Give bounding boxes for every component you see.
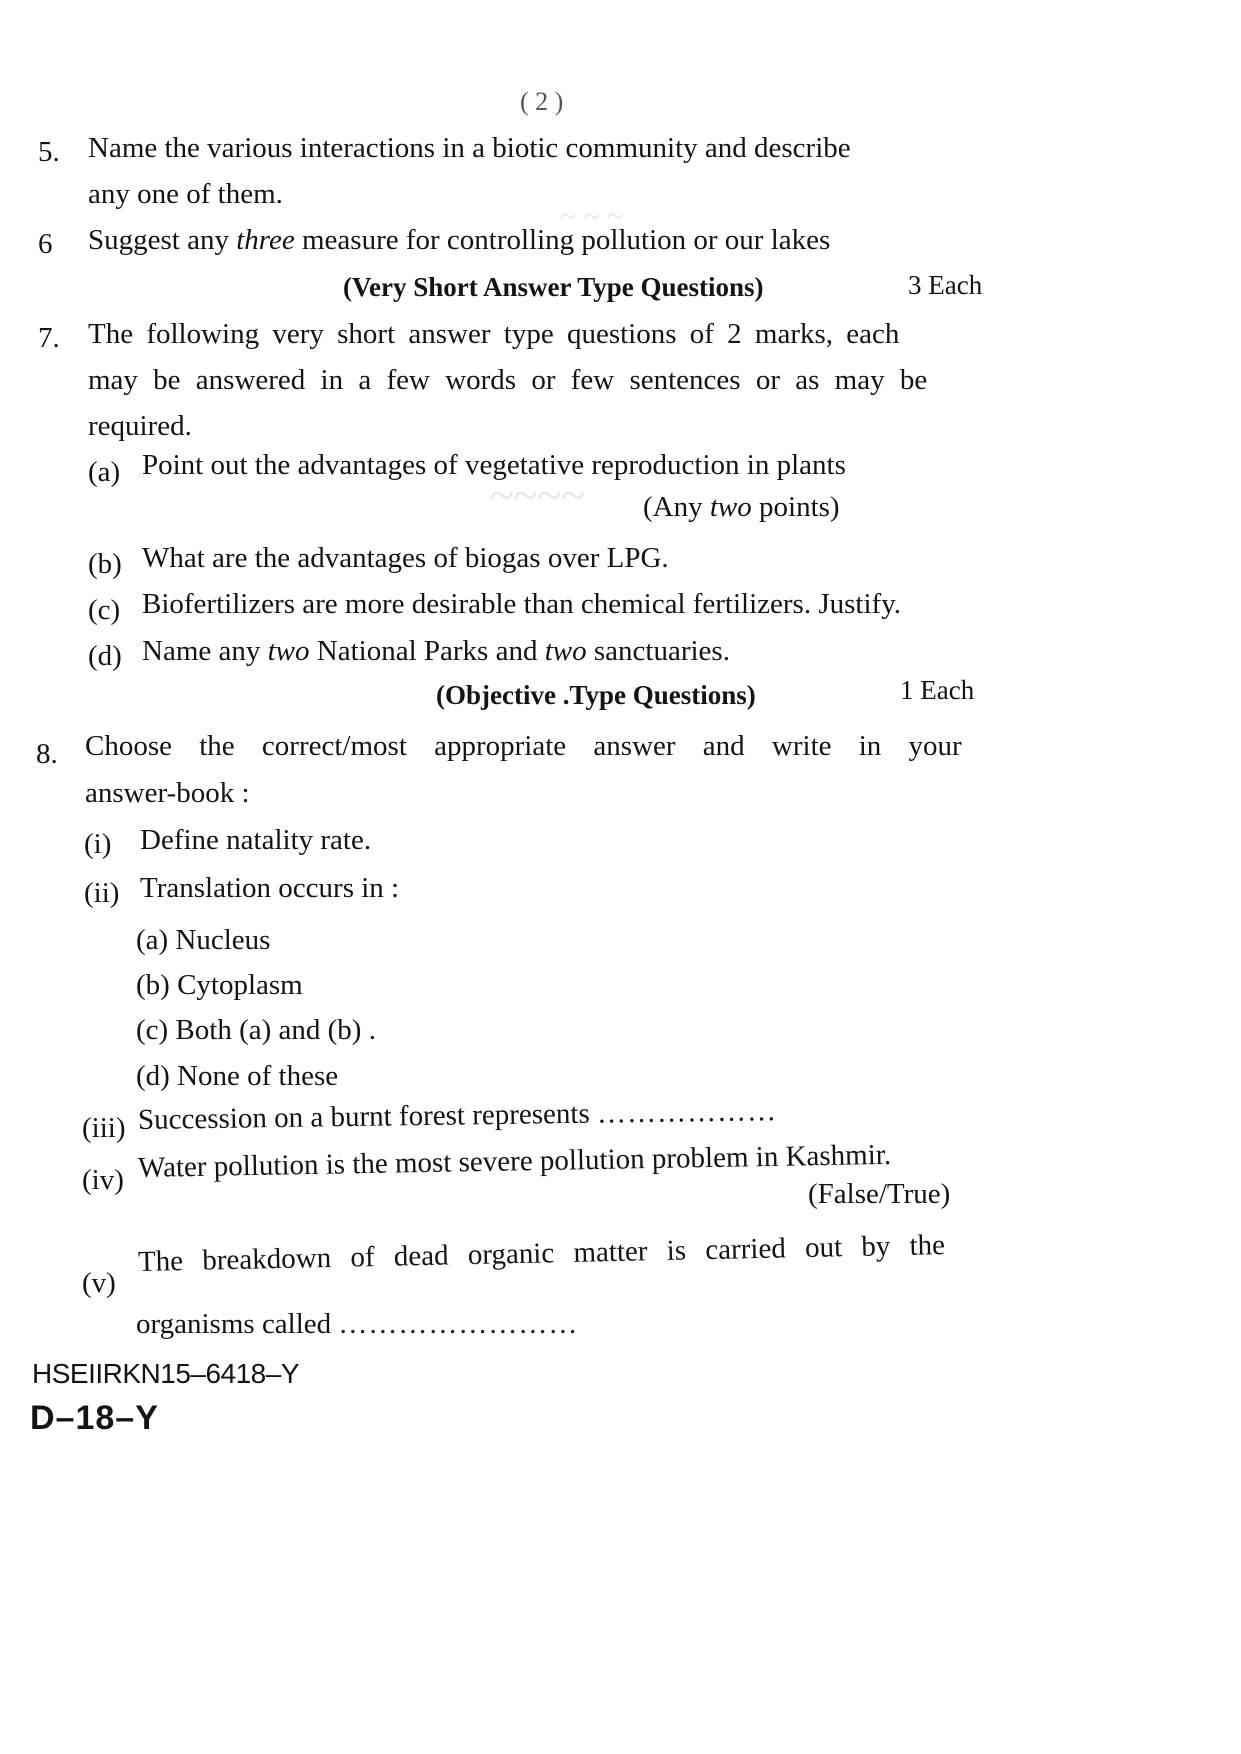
q8i-text: Define natality rate. [140,824,372,856]
q8-number: 8. [36,738,58,770]
q7c-text: Biofertilizers are more desirable than chemical fertilizers. Justify. [142,588,902,620]
q6-number: 6 [38,228,53,260]
q8ii-option-a: (a) Nucleus [136,924,271,956]
q7-line1: The following very short answer type questions of 2 marks, each [88,318,900,350]
q7d-text [142,633,730,669]
q8iii-text-body: Succession on a burnt forest represents [137,1097,590,1136]
q8ii-option-c: (c) Both (a) and (b) . [136,1014,376,1046]
page-number: ( 2 ) [520,87,564,116]
q8iii-label: (iii) [82,1112,126,1144]
q7d-text-mid: National Parks and [309,635,545,667]
q7-line2: may be answered in a few words or few sentences or as may be [88,364,928,396]
q7-line3: required. [88,410,192,442]
q7b-label: (b) [88,548,122,580]
q8ii-option-d: (d) None of these [136,1060,339,1092]
q5-line1: Name the various interactions in a biotic community and describe [88,132,851,164]
section-marks-objective: 1 Each [900,675,975,705]
q7d-text-post: sanctuaries. [586,635,730,667]
bleed-through-mark: ~~~~ [490,471,586,520]
footer-code-secondary: D–18–Y [30,1400,159,1430]
q7a-note [643,489,840,525]
q7b-text: What are the advantages of biogas over LPG. [142,542,669,574]
q6-text-emph: three [236,224,295,256]
q8v-line2-body: organisms called [136,1308,332,1340]
q8ii-label: (ii) [84,877,120,909]
q5-number: 5. [38,136,60,168]
q8-line2: answer-book : [85,777,250,809]
q8iv-note: (False/True) [808,1178,951,1210]
q8v-label: (v) [82,1267,116,1299]
bleed-through-mark: ~ ~ ~ [560,200,624,233]
q7d-text-pre: Name any [142,635,268,667]
q7c-label: (c) [88,594,121,626]
q7d-text-emph1: two [267,635,310,667]
q7a-note-emph: two [709,491,752,523]
q8ii-text: Translation occurs in : [140,872,400,904]
q7d-text-emph2: two [544,635,587,667]
q7d-label: (d) [88,640,122,672]
q8iii-text [138,1093,777,1138]
q7a-text: Point out the advantages of vegetative reproduction in plants [142,449,846,481]
q8v-line2 [136,1306,578,1342]
q6-text-pre: Suggest any [88,224,237,256]
section-marks-very-short: 3 Each [908,270,983,300]
section-heading-objective: (Objective .Type Questions) [436,680,756,710]
q8-line1: Choose the correct/most appropriate answer and write in your [85,730,962,762]
q7a-note-post: points) [751,491,840,523]
answer-blank: …………………… [338,1308,579,1340]
q7-number: 7. [38,322,60,354]
q6-text-post: measure for controlling pollution or our lakes [294,224,831,256]
q8v-line1: The breakdown of dead organic matter is carried out by the [137,1229,946,1278]
q8iv-label: (iv) [82,1164,124,1196]
footer-code: HSEIIRKN15–6418–Y [32,1358,300,1389]
q6-text [88,222,830,258]
q8i-label: (i) [84,828,112,860]
q8iv-text: Water pollution is the most severe pollution problem in Kashmir. [137,1138,892,1184]
section-heading-very-short: (Very Short Answer Type Questions) [343,272,764,302]
q7a-label: (a) [88,456,121,488]
q7a-note-pre: (Any [643,491,710,523]
answer-blank: ……………… [596,1095,778,1130]
q8ii-option-b: (b) Cytoplasm [136,969,303,1001]
q5-line2: any one of them. [88,178,283,210]
